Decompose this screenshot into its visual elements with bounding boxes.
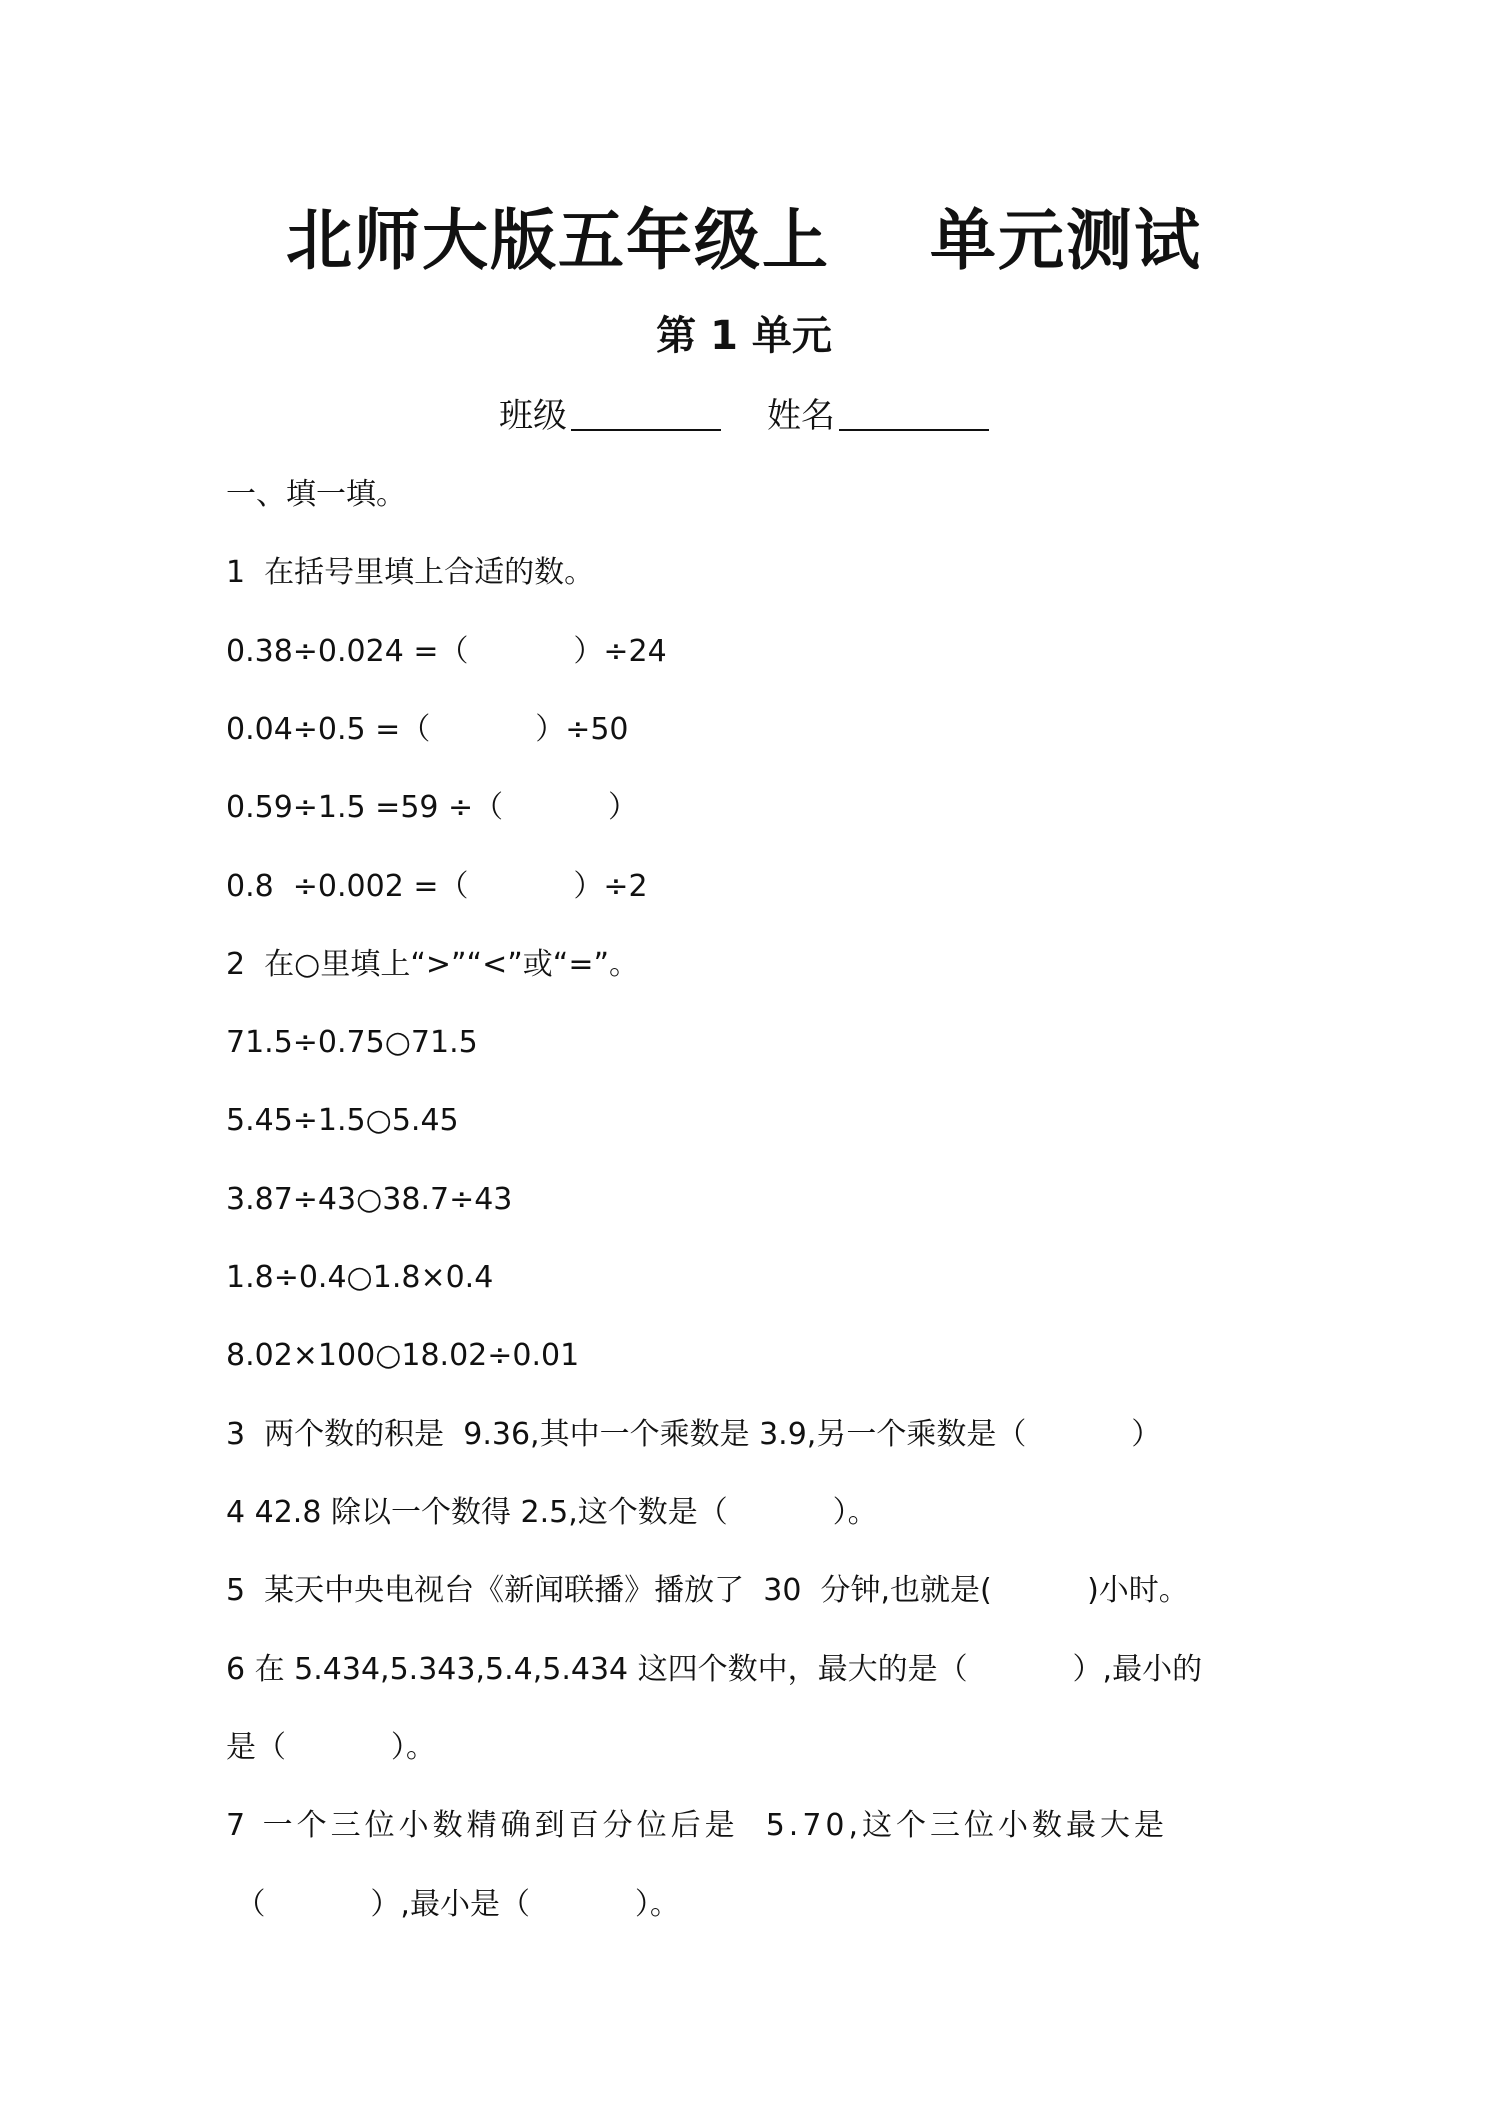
class-label: 班级 [499,396,567,436]
question-2b: 5.45÷1.5○5.45 [226,1103,459,1138]
section-heading: 一、填一填。 [226,477,406,512]
student-info-line [0,388,1488,444]
question-1d: 0.8 ÷0.002 =（ ）÷2 [226,869,648,904]
question-2a: 71.5÷0.75○71.5 [226,1025,478,1060]
title-part-1: 北师大版五年级上 [286,202,830,279]
question-3: 3 两个数的积是 9.36,其中一个乘数是 3.9,另一个乘数是（ ） [226,1417,1162,1452]
name-blank[interactable] [839,395,989,431]
name-label: 姓名 [767,396,835,436]
question-4: 4 42.8 除以一个数得 2.5,这个数是（ ）。 [226,1495,878,1530]
question-6-continued: 是（ ）。 [226,1730,436,1765]
question-6: 6 在 5.434,5.343,5.4,5.434 这四个数中，最大的是（ ）,最小的 [226,1652,1203,1687]
question-5: 5 某天中央电视台《新闻联播》播放了 30 分钟,也就是( )小时。 [226,1573,1189,1608]
question-2d: 1.8÷0.4○1.8×0.4 [226,1260,494,1295]
question-1-prompt: 1 在括号里填上合适的数。 [226,555,595,590]
question-2-prompt: 2 在○里填上“>”“<”或“=”。 [226,947,639,982]
question-7: 7 一个三位小数精确到百分位后是 5.70,这个三位小数最大是 [226,1808,1169,1843]
unit-subtitle: 第 1 单元 [656,313,832,359]
question-2c: 3.87÷43○38.7÷43 [226,1182,513,1217]
class-blank[interactable] [571,395,721,431]
page-title [0,196,1488,286]
question-1c: 0.59÷1.5 =59 ÷（ ） [226,790,639,825]
question-2e: 8.02×100○18.02÷0.01 [226,1338,580,1373]
question-1b: 0.04÷0.5 =（ ）÷50 [226,712,629,747]
question-7-continued: （ ）,最小是（ ）。 [226,1887,680,1922]
question-1a: 0.38÷0.024 =（ ）÷24 [226,634,667,669]
title-part-2: 单元测试 [930,202,1202,279]
